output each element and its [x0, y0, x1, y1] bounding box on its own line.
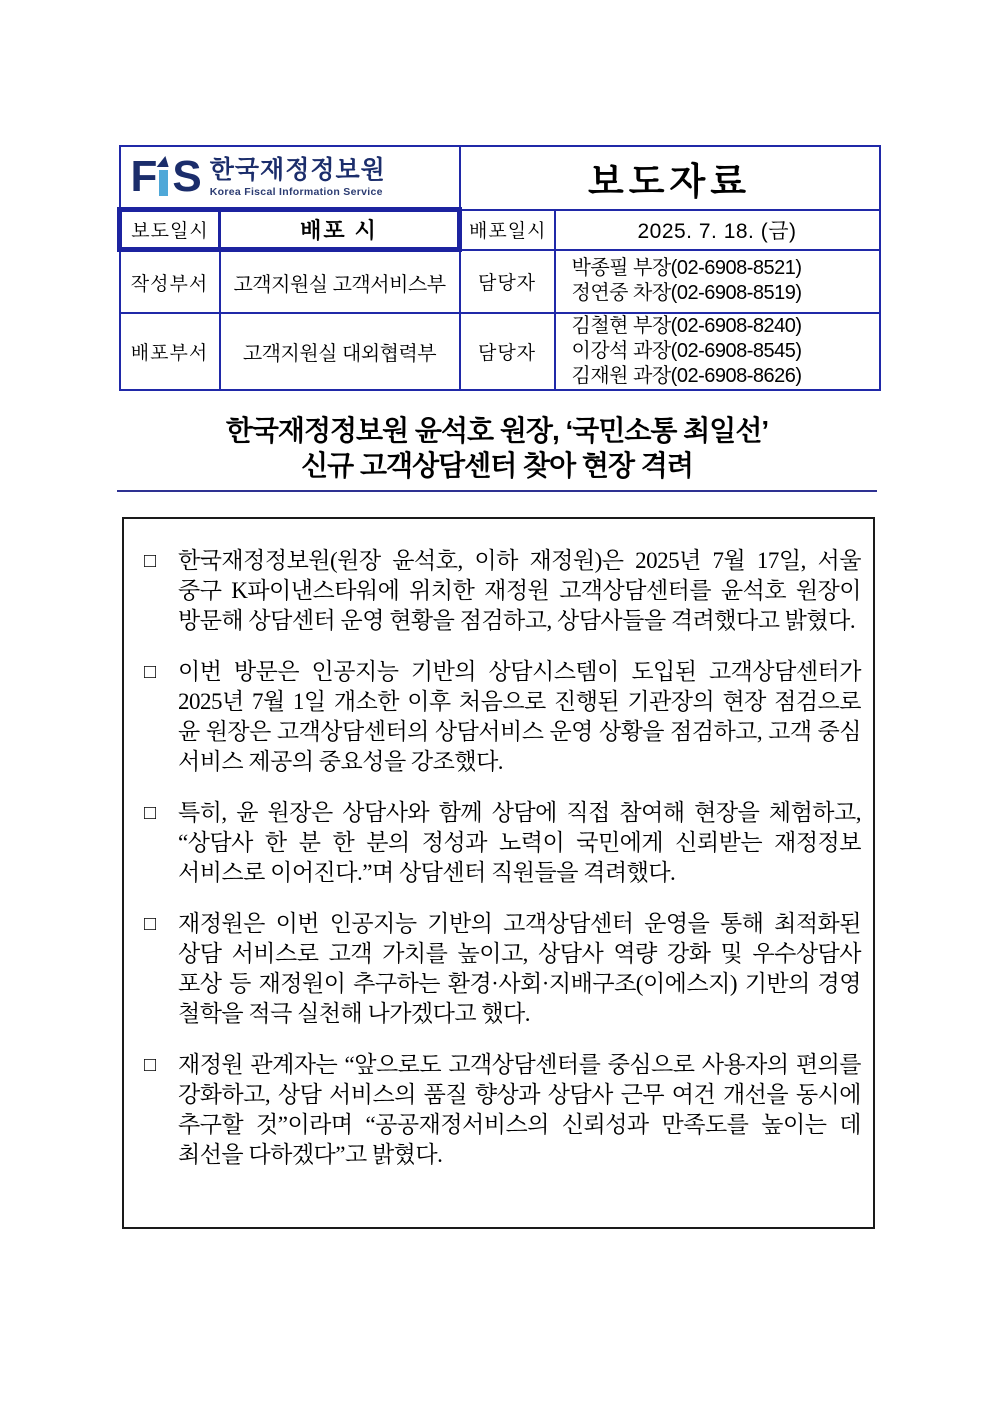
document-content: [117, 145, 877, 1229]
dist-dept-value: 고객지원실 대외협력부: [220, 313, 460, 390]
author-contacts-cell: [555, 250, 880, 314]
paragraph-text: 한국재정정보원(원장 윤석호, 이하 재정원)은 2025년 7월 17일, 서울 중구 K파이낸스타워에 위치한 재정원 고객상담센터를 윤석호 원장이 방문해 상담센터 운영 현황을 점검하고, 상담사들을 격려했다고 밝혔다.: [178, 548, 861, 633]
body-paragraph: [144, 657, 861, 777]
logo-cell: [120, 146, 460, 210]
paragraph-text: 재정원은 이번 인공지능 기반의 고객상담센터 운영을 통해 최적화된 상담 서비스로 고객 가치를 높이고, 상담사 역량 강화 및 우수상담사 포상 등 재정원이 추구하는 환경·사회·지배구조(이에스지) 기반의 경영 철학을 적극 실천해 나가겠다고 했다.: [178, 911, 861, 1026]
contact-line: 정연중 차장(02-6908-8519): [571, 282, 802, 305]
press-body-box: [122, 517, 875, 1229]
doc-type-title: 보도자료: [460, 146, 880, 210]
square-bullet: □: [144, 1054, 157, 1076]
author-dept-label: 작성부서: [120, 250, 220, 314]
press-title-line2: 신규 고객상담센터 찾아 현장 격려: [301, 450, 693, 481]
fis-logo-letter-i-shape: [159, 170, 168, 196]
fis-logo-mark: [130, 152, 200, 201]
press-header-table: [117, 145, 881, 391]
dist-date-label: 배포일시: [460, 210, 555, 250]
release-time-label: 보도일시: [120, 210, 220, 250]
paragraph-text: 특히, 윤 원장은 상담사와 함께 상담에 직접 참여해 현장을 체험하고, “상담사 한 분 한 분의 정성과 노력이 국민에게 신뢰받는 재정정보 서비스로 이어진다.”며 상담센터 직원들을 격려했다.: [178, 800, 861, 885]
press-title-line1: 한국재정정보원 윤석호 원장, ‘국민소통 최일선’: [225, 415, 769, 446]
dist-contacts-cell: [555, 313, 880, 390]
dist-date-value: 2025. 7. 18. (금): [555, 210, 880, 250]
body-paragraph: [144, 1050, 861, 1170]
logo-text: [210, 157, 386, 198]
author-dept-value: 고객지원실 고객서비스부: [220, 250, 460, 314]
body-paragraph: [144, 909, 861, 1029]
square-bullet: □: [144, 913, 157, 935]
contact-line: 김철현 부장(02-6908-8240): [571, 315, 802, 337]
body-paragraph: [144, 546, 861, 636]
body-paragraph: [144, 798, 861, 888]
square-bullet: □: [144, 550, 157, 572]
paragraph-text: 이번 방문은 인공지능 기반의 상담시스템이 도입된 고객상담센터가 2025년 7월 1일 개소한 이후 처음으로 진행된 기관장의 현장 점검으로 윤 원장은 고객상담센터의 상담서비스 운영 상황을 점검하고, 고객 중심 서비스 제공의 중요성을 강조했다.: [178, 659, 861, 774]
title-divider-rule: [117, 490, 877, 492]
contact-line: 이강석 과장(02-6908-8545): [571, 340, 802, 362]
author-contact-label: 담당자: [460, 250, 555, 314]
fis-logo: [121, 152, 459, 201]
org-name-korean: 한국재정정보원: [209, 155, 386, 184]
contact-line: 박종필 부장(02-6908-8521): [571, 257, 802, 280]
fis-logo-letter-s: S: [172, 152, 200, 201]
fis-logo-letter-f: F: [130, 152, 156, 201]
dist-dept-label: 배포부서: [120, 313, 220, 390]
paragraph-text: 재정원 관계자는 “앞으로도 고객상담센터를 중심으로 사용자의 편의를 강화하고, 상담 서비스의 품질 향상과 상담사 근무 여건 개선을 동시에 추구할 것”이라며 “공공재정서비스의 신뢰성과 만족도를 높이는 데 최선을 다하겠다”고 밝혔다.: [178, 1052, 861, 1167]
press-title: [117, 413, 877, 492]
release-time-value: 배포 시: [220, 210, 460, 250]
dist-contact-label: 담당자: [460, 313, 555, 390]
square-bullet: □: [144, 802, 157, 824]
contact-line: 김재원 과장(02-6908-8626): [571, 365, 802, 387]
org-name-english: Korea Fiscal Information Service: [209, 185, 383, 198]
square-bullet: □: [144, 661, 157, 683]
